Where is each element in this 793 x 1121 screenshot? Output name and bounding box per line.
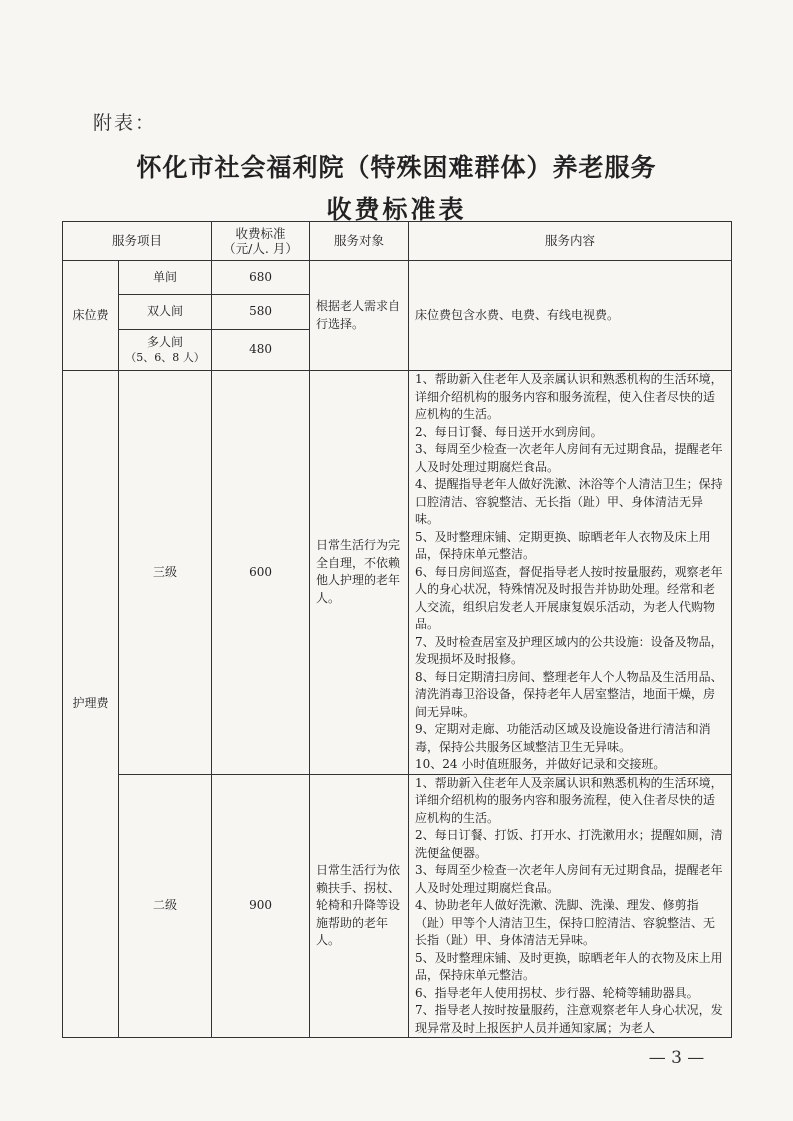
list-item: 6、指导老年人使用拐杖、步行器、轮椅等辅助器具。 xyxy=(415,985,699,1000)
bed-type-name xyxy=(119,330,212,371)
table-row xyxy=(63,371,732,775)
bed-fee: 580 xyxy=(212,295,310,330)
list-item: 9、定期对走廊、功能活动区域及设施设备进行清洁和消毒，保持公共服务区域整洁卫生无异味。 xyxy=(415,722,711,754)
care-level-fee: 900 xyxy=(212,774,310,1038)
bed-type-name-line1: 多人间 xyxy=(147,335,184,349)
list-item: 2、每日订餐、每日送开水到房间。 xyxy=(415,424,603,439)
table-row xyxy=(63,774,732,1038)
care-level-target: 日常生活行为依赖扶手、拐杖、轮椅和升降等设施帮助的老年人。 xyxy=(310,774,409,1038)
list-item: 3、每周至少检查一次老年人房间有无过期食品，提醒老年人及时处理过期腐烂食品。 xyxy=(415,442,723,474)
page-number: — 3 — xyxy=(648,1048,705,1068)
header-content: 服务内容 xyxy=(409,222,732,261)
list-item: 8、每日定期清扫房间、整理老年人个人物品及生活用品、清洗消毒卫浴设备，保持老年人居室整洁，地面干燥，房间无异味。 xyxy=(415,669,723,719)
list-item: 5、及时整理床铺、定期更换、晾晒老年人衣物及床上用品，保持床单元整洁。 xyxy=(415,529,711,561)
header-target: 服务对象 xyxy=(310,222,409,261)
document-subtitle: 收费标准表 xyxy=(326,195,467,224)
annex-label: 附表： xyxy=(93,112,157,134)
care-level3-content xyxy=(409,371,732,775)
table-header-row xyxy=(63,222,732,261)
header-fee-line2: （元/人. 月） xyxy=(223,241,298,256)
bed-target: 根据老人需求自行选择。 xyxy=(310,261,409,371)
bed-fee: 480 xyxy=(212,330,310,371)
table-row xyxy=(63,261,732,295)
list-item: 1、帮助新入住老年人及亲属认识和熟悉机构的生活环境，详细介绍机构的服务内容和服务流程，使入住者尽快的适应机构的生活。 xyxy=(415,372,723,421)
list-item: 5、及时整理床铺、及时更换，晾晒老年人的衣物及床上用品，保持床单元整洁。 xyxy=(415,950,723,982)
document-title: 怀化市社会福利院（特殊困难群体）养老服务 xyxy=(136,153,657,182)
list-item: 2、每日订餐、打饭、打开水、打洗漱用水；提醒如厕，清洗便盆便器。 xyxy=(415,828,723,860)
care-level-fee: 600 xyxy=(212,371,310,775)
bed-type-name: 单间 xyxy=(119,261,212,295)
care-category: 护理费 xyxy=(63,371,119,1038)
header-fee-line1: 收费标准 xyxy=(235,226,286,241)
list-item: 1、帮助新入住老年人及亲属认识和熟悉机构的生活环境，详细介绍机构的服务内容和服务流程，使入住者尽快的适应机构的生活。 xyxy=(415,775,723,825)
care-level2-content xyxy=(409,774,732,1038)
list-item: 4、提醒指导老年人做好洗漱、沐浴等个人清洁卫生；保持口腔清洁、容貌整洁、无长指（趾）甲、身体清洁无异味。 xyxy=(415,477,723,526)
bed-type-name: 双人间 xyxy=(119,295,212,330)
header-item: 服务项目 xyxy=(63,222,212,261)
care-level-name: 二级 xyxy=(119,774,212,1038)
bed-fee: 680 xyxy=(212,261,310,295)
list-item: 7、及时检查居室及护理区域内的公共设施：设备及物品，发现损坏及时报修。 xyxy=(415,634,723,666)
list-item: 6、每日房间巡查，督促指导老人按时按量服药，观察老年人的身心状况，特殊情况及时报告并协助处理。经常和老人交流，组织启发老人开展康复娱乐活动，为老人代购物品。 xyxy=(415,564,723,631)
bed-type-name-line2: （5、6、8 人） xyxy=(125,351,205,364)
care-level-target: 日常生活行为完全自理，不依赖他人护理的老年人。 xyxy=(310,371,409,775)
bed-category: 床位费 xyxy=(63,261,119,371)
list-item: 10、24 小时值班服务，并做好记录和交接班。 xyxy=(415,757,666,771)
bed-content: 床位费包含水费、电费、有线电视费。 xyxy=(409,261,732,371)
care-level-name: 三级 xyxy=(119,371,212,775)
list-item: 3、每周至少检查一次老年人房间有无过期食品，提醒老年人及时处理过期腐烂食品。 xyxy=(415,863,723,895)
fee-standard-table xyxy=(62,221,732,1038)
list-item: 4、协助老年人做好洗漱、洗脚、洗澡、理发、修剪指（趾）甲等个人清洁卫生，保持口腔清洁、容貌整洁、无长指（趾）甲、身体清洁无异味。 xyxy=(415,898,716,947)
list-item: 7、指导老人按时按量服药，注意观察老年人身心状况，发现异常及时上报医护人员并通知家属；为老人 xyxy=(415,1003,723,1035)
header-fee xyxy=(212,222,310,261)
